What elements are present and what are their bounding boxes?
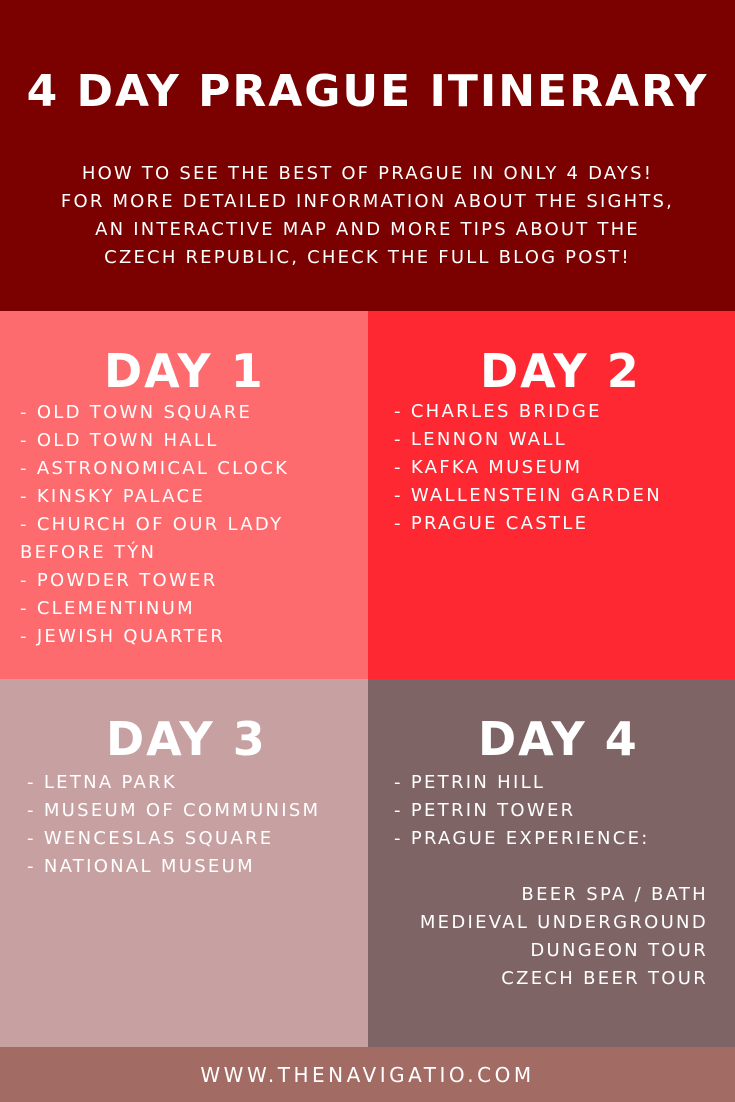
day-3-panel [0, 679, 368, 1047]
list-item: - PRAGUE CASTLE [394, 513, 589, 534]
list-item: - KAFKA MUSEUM [394, 457, 583, 478]
day-4-list [394, 769, 724, 853]
list-item: - CHARLES BRIDGE [394, 401, 602, 422]
list-item: - PETRIN TOWER [394, 800, 576, 821]
list-item: - JEWISH QUARTER [20, 626, 226, 647]
list-item: - PRAGUE EXPERIENCE: [394, 828, 650, 849]
day-2-title: DAY 2 [480, 344, 641, 398]
page-title: 4 DAY PRAGUE ITINERARY [26, 66, 709, 117]
day-1-title: DAY 1 [104, 344, 265, 398]
day-4-title: DAY 4 [478, 712, 639, 766]
list-item: - KINSKY PALACE [20, 486, 205, 507]
day-1-list [20, 399, 320, 651]
list-item: - NATIONAL MUSEUM [27, 856, 255, 877]
list-item: - WALLENSTEIN GARDEN [394, 485, 662, 506]
day-3-list [27, 769, 357, 881]
day-1-panel [0, 311, 368, 679]
day-3-title: DAY 3 [106, 712, 267, 766]
experience-item: BEER SPA / BATH [521, 884, 708, 905]
list-item: - POWDER TOWER [20, 570, 218, 591]
list-item: - CHURCH OF OUR LADY BEFORE TÝN [20, 514, 284, 563]
list-item: - OLD TOWN SQUARE [20, 402, 253, 423]
experience-item: MEDIEVAL UNDERGROUND [419, 912, 708, 933]
header-banner [0, 0, 735, 311]
experience-item: DUNGEON TOUR [530, 940, 708, 961]
experience-item: CZECH BEER TOUR [501, 968, 708, 989]
day-4-panel [368, 679, 735, 1047]
prague-experience-list [388, 881, 708, 993]
list-item: - WENCESLAS SQUARE [27, 828, 274, 849]
day-2-panel [368, 311, 735, 679]
list-item: - OLD TOWN HALL [20, 430, 219, 451]
list-item: - ASTRONOMICAL CLOCK [20, 458, 290, 479]
list-item: - LETNA PARK [27, 772, 178, 793]
list-item: - CLEMENTINUM [20, 598, 195, 619]
website-link[interactable]: WWW.THENAVIGATIO.COM [200, 1063, 535, 1087]
footer-bar [0, 1047, 735, 1102]
intro-text: HOW TO SEE THE BEST OF PRAGUE IN ONLY 4 DAYS! FOR MORE DETAILED INFORMATION ABOUT THE SIGHTS, AN INTERACTIVE MAP AND MORE TIPS ABOUT THE CZECH REPUBLIC, CHECK THE FULL BLOG POST! [60, 163, 675, 268]
list-item: - LENNON WALL [394, 429, 567, 450]
day-2-list [394, 398, 724, 538]
list-item: - PETRIN HILL [394, 772, 546, 793]
list-item: - MUSEUM OF COMMUNISM [27, 800, 321, 821]
